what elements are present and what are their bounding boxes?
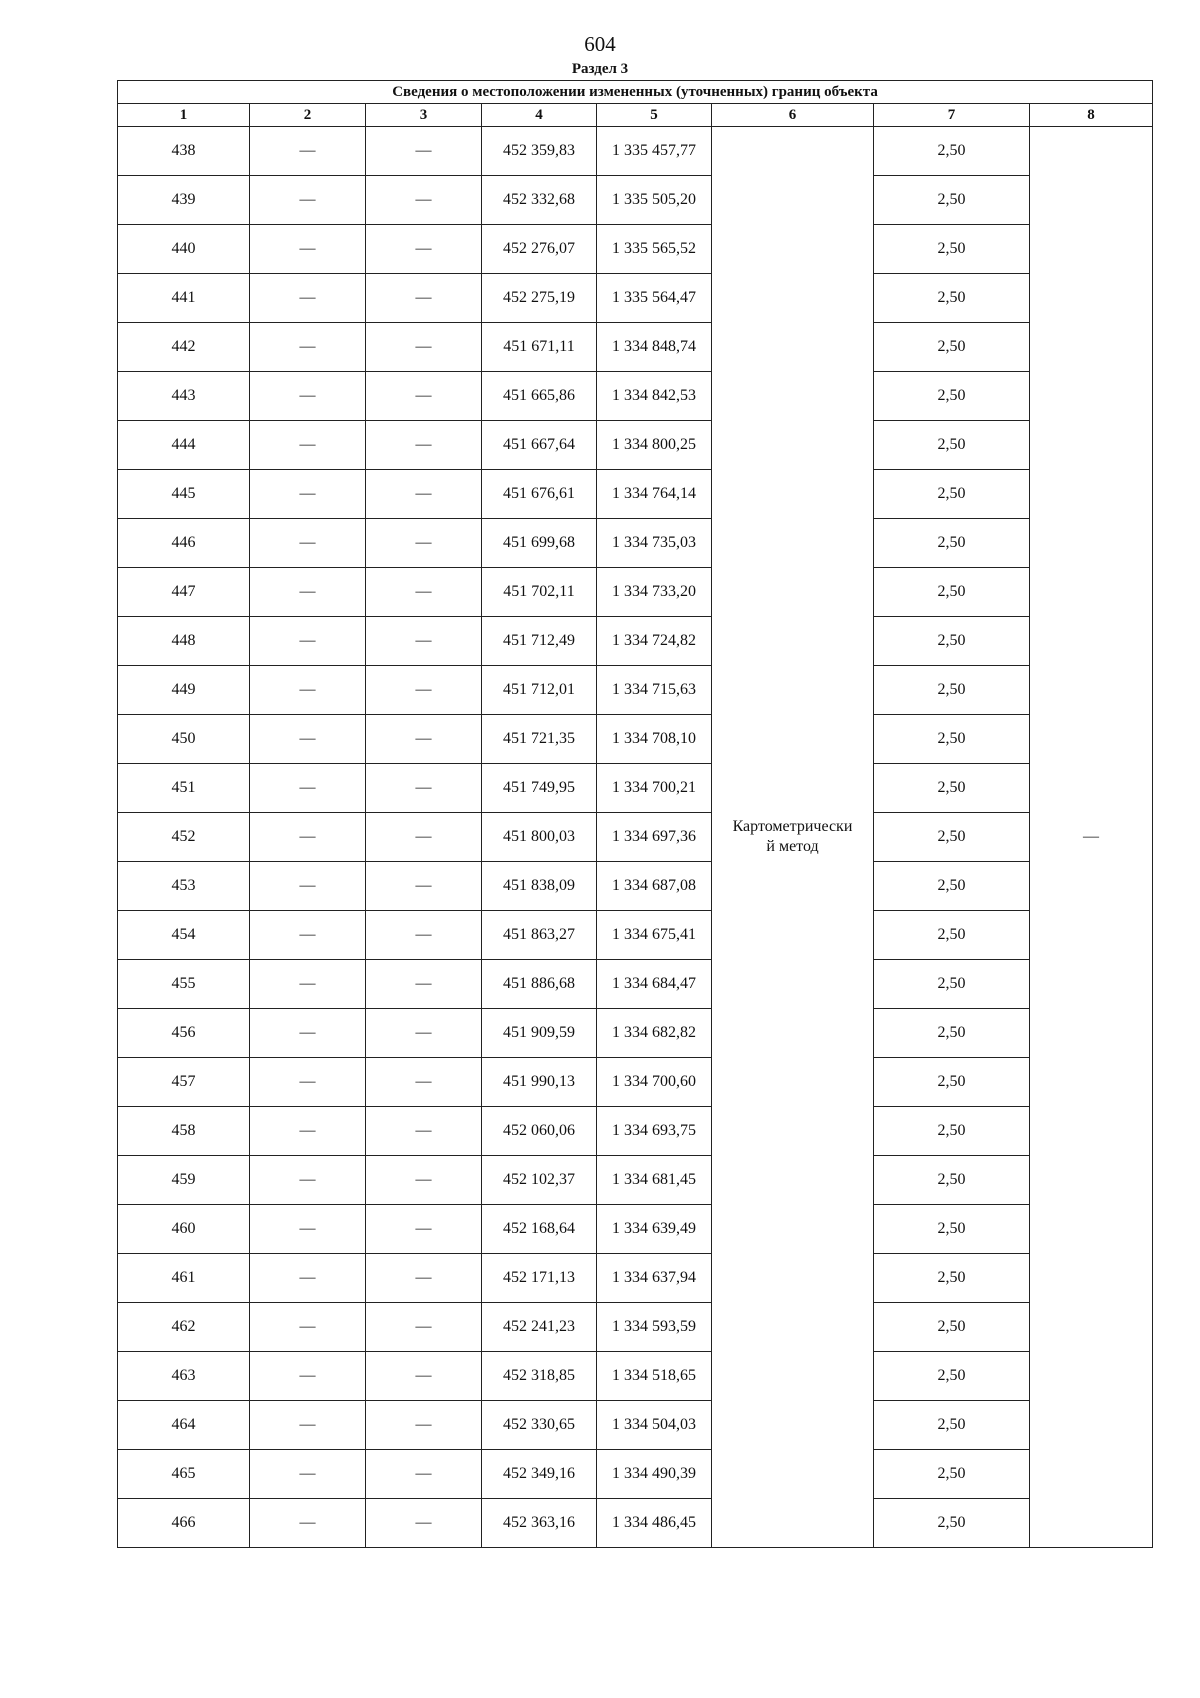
column-number-7: 7 — [874, 104, 1030, 127]
x-coordinate-cell: 451 712,49 — [482, 617, 597, 666]
method-text-line-2: й метод — [766, 838, 819, 855]
table-row — [118, 323, 1153, 372]
y-coordinate-cell: 1 334 675,41 — [597, 911, 712, 960]
point-number-cell: 453 — [118, 862, 250, 911]
y-coordinate-cell: 1 334 490,39 — [597, 1450, 712, 1499]
column-2-cell: — — [250, 911, 366, 960]
accuracy-cell: 2,50 — [874, 1156, 1030, 1205]
y-coordinate-cell: 1 334 735,03 — [597, 519, 712, 568]
x-coordinate-cell: 451 990,13 — [482, 1058, 597, 1107]
point-number-cell: 462 — [118, 1303, 250, 1352]
column-number-6: 6 — [712, 104, 874, 127]
x-coordinate-cell: 451 909,59 — [482, 1009, 597, 1058]
column-3-cell: — — [366, 225, 482, 274]
point-number-cell: 464 — [118, 1401, 250, 1450]
point-number-cell: 459 — [118, 1156, 250, 1205]
x-coordinate-cell: 452 332,68 — [482, 176, 597, 225]
y-coordinate-cell: 1 334 724,82 — [597, 617, 712, 666]
column-3-cell: — — [366, 862, 482, 911]
y-coordinate-cell: 1 334 682,82 — [597, 1009, 712, 1058]
column-3-cell: — — [366, 960, 482, 1009]
y-coordinate-cell: 1 334 733,20 — [597, 568, 712, 617]
column-2-cell: — — [250, 1107, 366, 1156]
accuracy-cell: 2,50 — [874, 1205, 1030, 1254]
y-coordinate-cell: 1 334 504,03 — [597, 1401, 712, 1450]
y-coordinate-cell: 1 334 708,10 — [597, 715, 712, 764]
point-number-cell: 455 — [118, 960, 250, 1009]
table-row — [118, 1058, 1153, 1107]
x-coordinate-cell: 451 699,68 — [482, 519, 597, 568]
point-number-cell: 466 — [118, 1499, 250, 1548]
y-coordinate-cell: 1 334 593,59 — [597, 1303, 712, 1352]
column-2-cell: — — [250, 1009, 366, 1058]
x-coordinate-cell: 451 702,11 — [482, 568, 597, 617]
point-number-cell: 448 — [118, 617, 250, 666]
column-3-cell: — — [366, 568, 482, 617]
x-coordinate-cell: 452 330,65 — [482, 1401, 597, 1450]
y-coordinate-cell: 1 334 681,45 — [597, 1156, 712, 1205]
column-2-cell: — — [250, 617, 366, 666]
table-row — [118, 225, 1153, 274]
column-3-cell: — — [366, 470, 482, 519]
y-coordinate-cell: 1 334 684,47 — [597, 960, 712, 1009]
column-3-cell: — — [366, 372, 482, 421]
y-coordinate-cell: 1 334 486,45 — [597, 1499, 712, 1548]
column-2-cell: — — [250, 715, 366, 764]
y-coordinate-cell: 1 334 687,08 — [597, 862, 712, 911]
column-3-cell: — — [366, 274, 482, 323]
method-text-line-1: Картометрически — [732, 818, 853, 835]
column-3-cell: — — [366, 1450, 482, 1499]
table-row — [118, 715, 1153, 764]
column-2-cell: — — [250, 519, 366, 568]
y-coordinate-cell: 1 334 842,53 — [597, 372, 712, 421]
table-row — [118, 960, 1153, 1009]
column-2-cell: — — [250, 323, 366, 372]
column-number-8: 8 — [1030, 104, 1153, 127]
point-number-cell: 451 — [118, 764, 250, 813]
y-coordinate-cell: 1 334 800,25 — [597, 421, 712, 470]
point-number-cell: 443 — [118, 372, 250, 421]
y-coordinate-cell: 1 334 848,74 — [597, 323, 712, 372]
method-cell — [712, 127, 874, 1548]
column-3-cell: — — [366, 1401, 482, 1450]
point-number-cell: 449 — [118, 666, 250, 715]
column-2-cell: — — [250, 764, 366, 813]
column-2-cell: — — [250, 1254, 366, 1303]
accuracy-cell: 2,50 — [874, 1450, 1030, 1499]
column-2-cell: — — [250, 1156, 366, 1205]
x-coordinate-cell: 452 060,06 — [482, 1107, 597, 1156]
column-2-cell: — — [250, 1401, 366, 1450]
x-coordinate-cell: 452 102,37 — [482, 1156, 597, 1205]
table-row — [118, 1254, 1153, 1303]
table-row — [118, 764, 1153, 813]
y-coordinate-cell: 1 335 505,20 — [597, 176, 712, 225]
column-2-cell: — — [250, 1450, 366, 1499]
column-2-cell: — — [250, 176, 366, 225]
table-row — [118, 519, 1153, 568]
x-coordinate-cell: 451 800,03 — [482, 813, 597, 862]
table-row — [118, 1401, 1153, 1450]
accuracy-cell: 2,50 — [874, 960, 1030, 1009]
column-3-cell: — — [366, 1156, 482, 1205]
column-2-cell: — — [250, 813, 366, 862]
x-coordinate-cell: 451 838,09 — [482, 862, 597, 911]
column-3-cell: — — [366, 1352, 482, 1401]
x-coordinate-cell: 452 318,85 — [482, 1352, 597, 1401]
x-coordinate-cell: 452 349,16 — [482, 1450, 597, 1499]
table-body — [118, 127, 1153, 1548]
column-2-cell: — — [250, 372, 366, 421]
accuracy-cell: 2,50 — [874, 519, 1030, 568]
page-number: 604 — [584, 32, 616, 56]
point-number-cell: 446 — [118, 519, 250, 568]
accuracy-cell: 2,50 — [874, 1009, 1030, 1058]
point-number-cell: 458 — [118, 1107, 250, 1156]
x-coordinate-cell: 451 676,61 — [482, 470, 597, 519]
point-number-cell: 438 — [118, 127, 250, 176]
y-coordinate-cell: 1 335 565,52 — [597, 225, 712, 274]
table-caption: Сведения о местоположении измененных (уточненных) границ объекта — [118, 81, 1153, 104]
accuracy-cell: 2,50 — [874, 1352, 1030, 1401]
x-coordinate-cell: 451 721,35 — [482, 715, 597, 764]
x-coordinate-cell: 451 886,68 — [482, 960, 597, 1009]
y-coordinate-cell: 1 334 518,65 — [597, 1352, 712, 1401]
column-3-cell: — — [366, 1107, 482, 1156]
x-coordinate-cell: 451 667,64 — [482, 421, 597, 470]
accuracy-cell: 2,50 — [874, 1303, 1030, 1352]
table-row — [118, 862, 1153, 911]
column-3-cell: — — [366, 666, 482, 715]
y-coordinate-cell: 1 334 637,94 — [597, 1254, 712, 1303]
column-3-cell: — — [366, 1499, 482, 1548]
y-coordinate-cell: 1 334 700,60 — [597, 1058, 712, 1107]
y-coordinate-cell: 1 335 564,47 — [597, 274, 712, 323]
table-row — [118, 1450, 1153, 1499]
accuracy-cell: 2,50 — [874, 1058, 1030, 1107]
column-3-cell: — — [366, 1058, 482, 1107]
column-3-cell: — — [366, 421, 482, 470]
column-2-cell: — — [250, 274, 366, 323]
column-2-cell: — — [250, 1303, 366, 1352]
table-row — [118, 568, 1153, 617]
accuracy-cell: 2,50 — [874, 421, 1030, 470]
x-coordinate-cell: 452 359,83 — [482, 127, 597, 176]
accuracy-cell: 2,50 — [874, 813, 1030, 862]
accuracy-cell: 2,50 — [874, 617, 1030, 666]
accuracy-cell: 2,50 — [874, 568, 1030, 617]
y-coordinate-cell: 1 334 693,75 — [597, 1107, 712, 1156]
column-3-cell: — — [366, 715, 482, 764]
table-row — [118, 372, 1153, 421]
x-coordinate-cell: 451 749,95 — [482, 764, 597, 813]
point-number-cell: 445 — [118, 470, 250, 519]
column-3-cell: — — [366, 1205, 482, 1254]
column-3-cell: — — [366, 1303, 482, 1352]
point-number-cell: 456 — [118, 1009, 250, 1058]
column-3-cell: — — [366, 519, 482, 568]
accuracy-cell: 2,50 — [874, 127, 1030, 176]
point-number-cell: 442 — [118, 323, 250, 372]
table-row — [118, 911, 1153, 960]
accuracy-cell: 2,50 — [874, 1401, 1030, 1450]
table-row — [118, 1009, 1153, 1058]
y-coordinate-cell: 1 334 697,36 — [597, 813, 712, 862]
point-number-cell: 463 — [118, 1352, 250, 1401]
x-coordinate-cell: 452 363,16 — [482, 1499, 597, 1548]
x-coordinate-cell: 451 863,27 — [482, 911, 597, 960]
column-3-cell: — — [366, 617, 482, 666]
table-row — [118, 176, 1153, 225]
y-coordinate-cell: 1 334 715,63 — [597, 666, 712, 715]
accuracy-cell: 2,50 — [874, 911, 1030, 960]
column-2-cell: — — [250, 568, 366, 617]
section-title: Раздел 3 — [571, 61, 629, 77]
point-number-cell: 454 — [118, 911, 250, 960]
table-row — [118, 1107, 1153, 1156]
column-number-1: 1 — [118, 104, 250, 127]
accuracy-cell: 2,50 — [874, 176, 1030, 225]
accuracy-cell: 2,50 — [874, 666, 1030, 715]
x-coordinate-cell: 452 276,07 — [482, 225, 597, 274]
table-row — [118, 421, 1153, 470]
point-number-cell: 447 — [118, 568, 250, 617]
point-number-cell: 452 — [118, 813, 250, 862]
table-row — [118, 1303, 1153, 1352]
point-number-cell: 460 — [118, 1205, 250, 1254]
column-3-cell: — — [366, 176, 482, 225]
column-number-4: 4 — [482, 104, 597, 127]
accuracy-cell: 2,50 — [874, 372, 1030, 421]
x-coordinate-cell: 451 671,11 — [482, 323, 597, 372]
point-number-cell: 444 — [118, 421, 250, 470]
boundary-coordinates-table — [117, 80, 1153, 1548]
table-row — [118, 1352, 1153, 1401]
column-2-cell: — — [250, 225, 366, 274]
table-row — [118, 274, 1153, 323]
point-number-cell: 441 — [118, 274, 250, 323]
column-3-cell: — — [366, 127, 482, 176]
x-coordinate-cell: 451 665,86 — [482, 372, 597, 421]
table-row — [118, 1205, 1153, 1254]
column-8-cell: — — [1030, 127, 1153, 1548]
accuracy-cell: 2,50 — [874, 225, 1030, 274]
column-number-3: 3 — [366, 104, 482, 127]
column-number-row — [118, 104, 1153, 127]
x-coordinate-cell: 452 168,64 — [482, 1205, 597, 1254]
table-row — [118, 666, 1153, 715]
accuracy-cell: 2,50 — [874, 274, 1030, 323]
y-coordinate-cell: 1 334 639,49 — [597, 1205, 712, 1254]
point-number-cell: 461 — [118, 1254, 250, 1303]
column-2-cell: — — [250, 1499, 366, 1548]
accuracy-cell: 2,50 — [874, 1107, 1030, 1156]
accuracy-cell: 2,50 — [874, 862, 1030, 911]
column-3-cell: — — [366, 764, 482, 813]
x-coordinate-cell: 452 275,19 — [482, 274, 597, 323]
table-row — [118, 1499, 1153, 1548]
table-row — [118, 1156, 1153, 1205]
column-3-cell: — — [366, 323, 482, 372]
accuracy-cell: 2,50 — [874, 715, 1030, 764]
point-number-cell: 450 — [118, 715, 250, 764]
point-number-cell: 439 — [118, 176, 250, 225]
column-3-cell: — — [366, 1254, 482, 1303]
y-coordinate-cell: 1 334 764,14 — [597, 470, 712, 519]
accuracy-cell: 2,50 — [874, 470, 1030, 519]
column-number-2: 2 — [250, 104, 366, 127]
accuracy-cell: 2,50 — [874, 1499, 1030, 1548]
column-2-cell: — — [250, 666, 366, 715]
table-row — [118, 127, 1153, 176]
column-3-cell: — — [366, 1009, 482, 1058]
column-number-5: 5 — [597, 104, 712, 127]
table-row — [118, 813, 1153, 862]
point-number-cell: 457 — [118, 1058, 250, 1107]
column-2-cell: — — [250, 1352, 366, 1401]
x-coordinate-cell: 451 712,01 — [482, 666, 597, 715]
column-3-cell: — — [366, 813, 482, 862]
x-coordinate-cell: 452 241,23 — [482, 1303, 597, 1352]
column-2-cell: — — [250, 1058, 366, 1107]
table-row — [118, 617, 1153, 666]
column-2-cell: — — [250, 127, 366, 176]
accuracy-cell: 2,50 — [874, 764, 1030, 813]
y-coordinate-cell: 1 335 457,77 — [597, 127, 712, 176]
column-3-cell: — — [366, 911, 482, 960]
column-2-cell: — — [250, 862, 366, 911]
column-2-cell: — — [250, 421, 366, 470]
y-coordinate-cell: 1 334 700,21 — [597, 764, 712, 813]
table-row — [118, 470, 1153, 519]
column-2-cell: — — [250, 470, 366, 519]
point-number-cell: 440 — [118, 225, 250, 274]
accuracy-cell: 2,50 — [874, 323, 1030, 372]
point-number-cell: 465 — [118, 1450, 250, 1499]
x-coordinate-cell: 452 171,13 — [482, 1254, 597, 1303]
column-2-cell: — — [250, 960, 366, 1009]
column-2-cell: — — [250, 1205, 366, 1254]
accuracy-cell: 2,50 — [874, 1254, 1030, 1303]
